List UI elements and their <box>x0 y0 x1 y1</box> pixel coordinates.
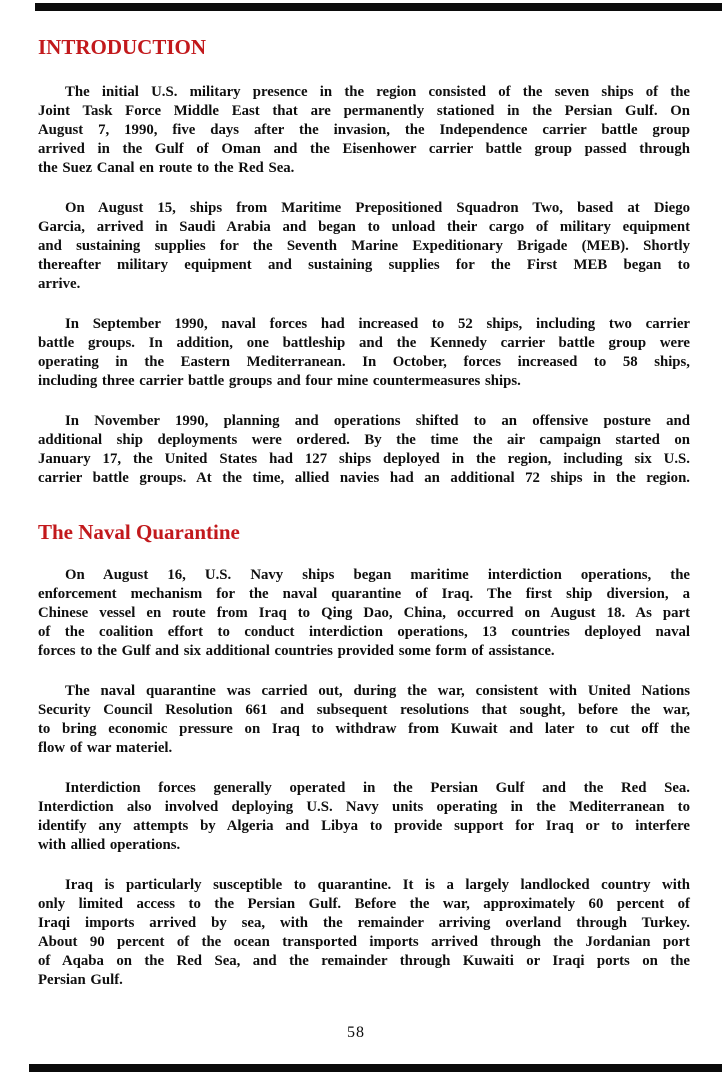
text-line: of the coalition effort to conduct interdiction operations, 13 countries deployed naval <box>38 624 690 640</box>
text-line: flow of war materiel. <box>38 740 173 756</box>
text-line: thereafter military equipment and sustaining supplies for the First MEB began to <box>38 257 690 273</box>
text-line: Interdiction also involved deploying U.S. Navy units operating in the Mediterranean to <box>38 799 690 815</box>
scan-artifact-bottom-bar <box>29 1064 722 1072</box>
text-line: On August 16, U.S. Navy ships began maritime interdiction operations, the <box>65 567 690 583</box>
page-number: 58 <box>347 1024 365 1041</box>
text-line: identify any attempts by Algeria and Libya to provide support for Iraq or to interfere <box>38 818 690 834</box>
paragraph <box>38 412 690 488</box>
text-line: The initial U.S. military presence in the region consisted of the seven ships of the <box>65 84 690 100</box>
text-line: Joint Task Force Middle East that are permanently stationed in the Persian Gulf. On <box>38 103 690 119</box>
text-line: In September 1990, naval forces had increased to 52 ships, including two carrier <box>65 316 690 332</box>
text-line: of Aqaba on the Red Sea, and the remainder through Kuwaiti or Iraqi ports on the <box>38 953 690 969</box>
paragraph <box>38 315 690 391</box>
paragraph <box>38 779 690 855</box>
text-line: only limited access to the Persian Gulf. Before the war, approximately 60 percent of <box>38 896 690 912</box>
paragraph <box>38 566 690 661</box>
text-line: Persian Gulf. <box>38 972 123 988</box>
paragraph <box>38 682 690 758</box>
text-line: The naval quarantine was carried out, during the war, consistent with United Nations <box>65 683 690 699</box>
text-line: to bring economic pressure on Iraq to withdraw from Kuwait and later to cut off the <box>38 721 690 737</box>
paragraph <box>38 876 690 990</box>
text-line: Interdiction forces generally operated in the Persian Gulf and the Red Sea. <box>65 780 690 796</box>
text-line: Iraqi imports arrived by sea, with the remainder arriving overland through Turkey. <box>38 915 690 931</box>
text-line: and sustaining supplies for the Seventh Marine Expeditionary Brigade (MEB). Shortly <box>38 238 690 254</box>
text-line: forces to the Gulf and six additional countries provided some form of assistance. <box>38 643 555 659</box>
text-line: including three carrier battle groups and four mine countermeasures ships. <box>38 373 521 389</box>
section-heading-introduction: INTRODUCTION <box>38 35 207 59</box>
text-line: In November 1990, planning and operations shifted to an offensive posture and <box>65 413 690 429</box>
text-line: with allied operations. <box>38 837 181 853</box>
scan-artifact-top-bar <box>35 3 722 11</box>
text-line: battle groups. In addition, one battleship and the Kennedy carrier battle group were <box>38 335 690 351</box>
text-line: Iraq is particularly susceptible to quarantine. It is a largely landlocked country with <box>65 877 690 893</box>
text-line: Garcia, arrived in Saudi Arabia and began to unload their cargo of military equipment <box>38 219 690 235</box>
text-line: enforcement mechanism for the naval quarantine of Iraq. The first ship diversion, a <box>38 586 690 602</box>
text-line: arrive. <box>38 276 81 292</box>
paragraph <box>38 83 690 178</box>
text-line: Security Council Resolution 661 and subsequent resolutions that sought, before the war, <box>38 702 690 718</box>
text-line: August 7, 1990, five days after the invasion, the Independence carrier battle group <box>38 122 690 138</box>
text-line: On August 15, ships from Maritime Prepositioned Squadron Two, based at Diego <box>65 200 690 216</box>
text-line: the Suez Canal en route to the Red Sea. <box>38 160 295 176</box>
text-line: arrived in the Gulf of Oman and the Eisenhower carrier battle group passed through <box>38 141 690 157</box>
text-line: January 17, the United States had 127 ships deployed in the region, including six U.S. <box>38 451 690 467</box>
paragraph <box>38 199 690 294</box>
text-line: additional ship deployments were ordered. By the time the air campaign started on <box>38 432 690 448</box>
section-heading-naval-quarantine: The Naval Quarantine <box>38 520 240 544</box>
page-content <box>38 36 690 1011</box>
text-line: carrier battle groups. At the time, allied navies had an additional 72 ships in the region. <box>38 470 690 486</box>
text-line: operating in the Eastern Mediterranean. In October, forces increased to 58 ships, <box>38 354 690 370</box>
text-line: About 90 percent of the ocean transported imports arrived through the Jordanian port <box>38 934 690 950</box>
text-line: Chinese vessel en route from Iraq to Qing Dao, China, occurred on August 18. As part <box>38 605 690 621</box>
